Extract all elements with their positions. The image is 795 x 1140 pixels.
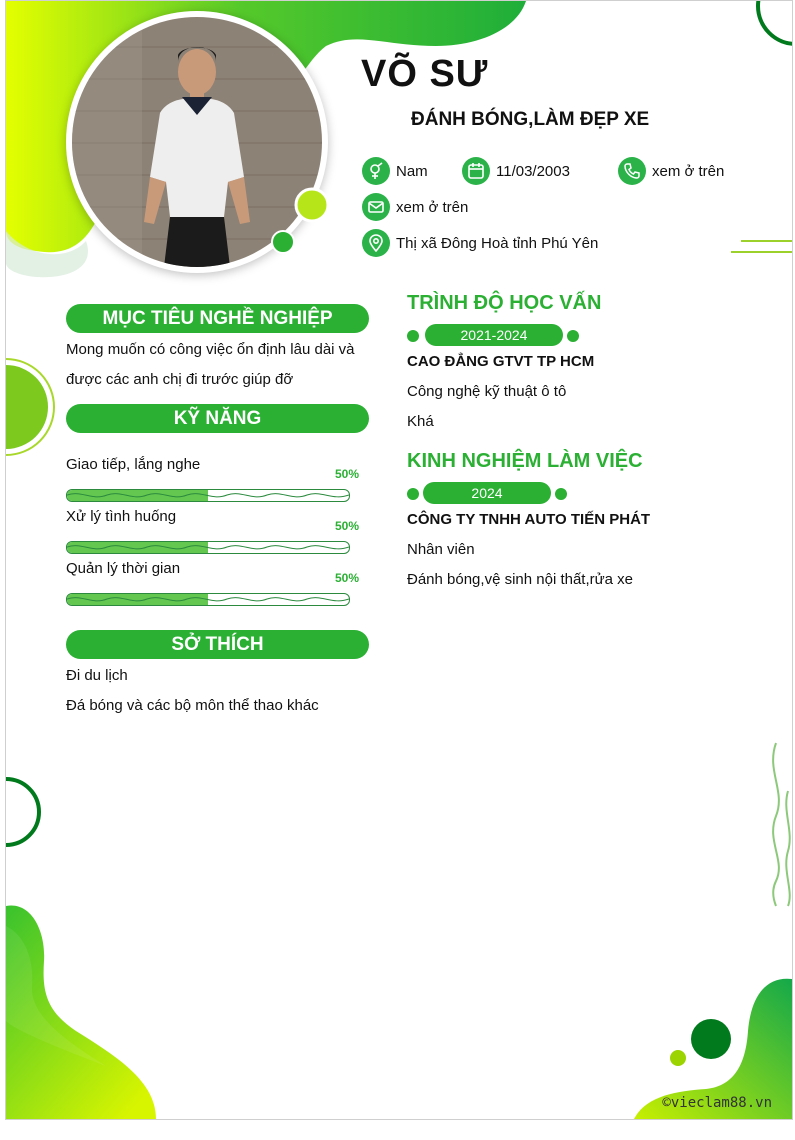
phone-value: xem ở trên xyxy=(652,162,725,180)
calendar-icon xyxy=(462,157,490,185)
birthday-value: 11/03/2003 xyxy=(496,162,570,180)
education-school: CAO ĐẲNG GTVT TP HCM xyxy=(407,353,595,370)
experience-period: 2024 xyxy=(423,482,551,504)
education-heading: TRÌNH ĐỘ HỌC VẤN xyxy=(407,292,602,314)
skill-label: Quản lý thời gian xyxy=(66,560,181,577)
timeline-dot xyxy=(407,330,419,342)
skills-heading: KỸ NĂNG xyxy=(66,404,369,433)
education-grade: Khá xyxy=(407,413,434,430)
skill-label: Xử lý tình huống xyxy=(66,508,177,525)
experience-company: CÔNG TY TNHH AUTO TIẾN PHÁT xyxy=(407,511,651,528)
info-email xyxy=(362,193,468,221)
info-address xyxy=(362,229,598,257)
location-icon xyxy=(362,229,390,257)
mail-icon xyxy=(362,193,390,221)
skill-label: Giao tiếp, lắng nghe xyxy=(66,456,201,473)
gender-value: Nam xyxy=(396,162,428,180)
objective-line-1: Mong muốn có công việc ổn định lâu dài và xyxy=(66,341,355,358)
info-birthday xyxy=(462,157,570,185)
watermark: ©vieclam88.vn xyxy=(662,1095,772,1111)
hobby-item: Đá bóng và các bộ môn thể thao khác xyxy=(66,697,319,714)
education-major: Công nghệ kỹ thuật ô tô xyxy=(407,383,567,400)
cv-page xyxy=(5,0,793,1120)
education-period: 2021-2024 xyxy=(425,324,563,346)
timeline-dot xyxy=(555,488,567,500)
skill-percent: 50% xyxy=(335,519,360,533)
gender-icon xyxy=(362,157,390,185)
skill-level-bar xyxy=(66,489,350,502)
candidate-role: ĐÁNH BÓNG,LÀM ĐẸP XE xyxy=(411,109,650,130)
timeline-dot xyxy=(567,330,579,342)
objective-heading: MỤC TIÊU NGHỀ NGHIỆP xyxy=(66,304,369,333)
timeline-dot xyxy=(407,488,419,500)
hobbies-heading: SỞ THÍCH xyxy=(66,630,369,659)
hobby-item: Đi du lịch xyxy=(66,667,128,684)
skill-level-bar xyxy=(66,593,350,606)
info-phone xyxy=(618,157,724,185)
photo-accent-dot-small xyxy=(270,229,296,255)
email-value: xem ở trên xyxy=(396,198,469,216)
experience-description: Đánh bóng,vệ sinh nội thất,rửa xe xyxy=(407,571,634,588)
candidate-name: VÕ SƯ xyxy=(361,53,489,95)
skill-percent: 50% xyxy=(335,467,360,481)
experience-heading: KINH NGHIỆM LÀM VIỆC xyxy=(407,450,643,472)
skill-percent: 50% xyxy=(335,571,360,585)
info-gender xyxy=(362,157,428,185)
experience-position: Nhân viên xyxy=(407,541,475,558)
objective-line-2: được các anh chị đi trước giúp đỡ xyxy=(66,371,294,388)
phone-icon xyxy=(618,157,646,185)
skill-level-bar xyxy=(66,541,350,554)
address-value: Thị xã Đông Hoà tỉnh Phú Yên xyxy=(396,234,599,252)
photo-accent-dot xyxy=(294,187,330,223)
